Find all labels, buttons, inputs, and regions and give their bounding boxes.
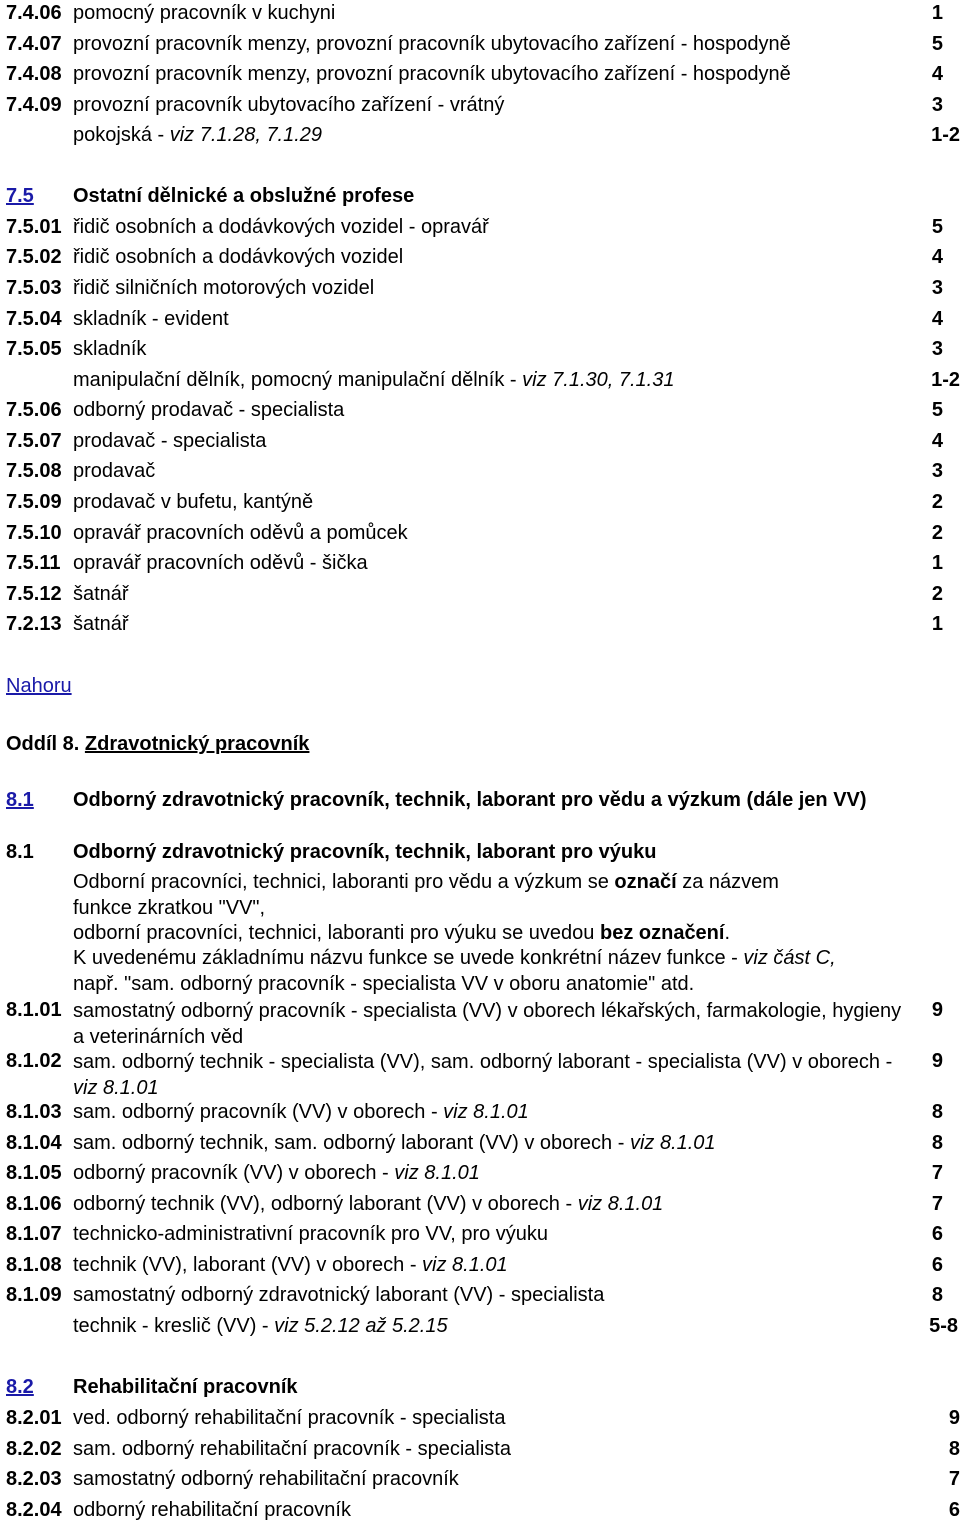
row-description: sam. odborný technik, sam. odborný laborant (VV) v oborech - viz 8.1.01 xyxy=(73,1132,716,1154)
row-description: ved. odborný rehabilitační pracovník - specialista xyxy=(73,1407,506,1429)
row-value: 3 xyxy=(931,338,943,360)
row-description: řidič osobních a dodávkových vozidel xyxy=(73,246,404,268)
row-description: odborný prodavač - specialista xyxy=(73,399,345,421)
section-title: Odborný zdravotnický pracovník, technik, laborant pro výuku xyxy=(73,841,657,863)
row-code: 7.5.02 xyxy=(6,246,62,268)
row-value: 6 xyxy=(948,1499,960,1521)
row-code: 7.5.04 xyxy=(6,308,62,330)
row-description: sam. odborný pracovník (VV) v oborech - viz 8.1.01 xyxy=(73,1101,529,1123)
section-link[interactable]: 8.2 xyxy=(6,1376,34,1398)
row-description: provozní pracovník menzy, provozní pracovník ubytovacího zařízení - hospodyně xyxy=(73,33,791,55)
row-description: řidič silničních motorových vozidel xyxy=(73,277,375,299)
row-description: odborný rehabilitační pracovník xyxy=(73,1499,351,1521)
cross-reference: viz 7.1.28, 7.1.29 xyxy=(169,124,323,146)
row-code: 8.1.06 xyxy=(6,1193,62,1215)
row-value: 7 xyxy=(931,1193,943,1215)
row-code: 8.1.03 xyxy=(6,1101,62,1123)
row-value: 1-2 xyxy=(931,369,960,391)
row-code: 8.1.07 xyxy=(6,1223,62,1245)
row-code: 7.4.07 xyxy=(6,33,62,55)
row-description: odborný technik (VV), odborný laborant (VV) v oborech - viz 8.1.01 xyxy=(73,1193,664,1215)
row-code: 7.5.05 xyxy=(6,338,62,360)
cross-reference: viz 8.1.01 xyxy=(443,1101,529,1123)
row-value: 8 xyxy=(931,1132,943,1154)
row-code: 7.5.03 xyxy=(6,277,62,299)
row-code: 8.1.09 xyxy=(6,1284,62,1306)
row-code: 8.2.04 xyxy=(6,1499,62,1521)
row-value: 5 xyxy=(931,33,943,55)
section-link[interactable]: 8.1 xyxy=(6,789,34,811)
row-value: 2 xyxy=(931,522,943,544)
section-code: 8.1 xyxy=(6,841,34,863)
row-value: 4 xyxy=(931,308,943,330)
row-code: 8.2.01 xyxy=(6,1407,62,1429)
row-description: samostatný odborný zdravotnický laborant (VV) - specialista xyxy=(73,1284,605,1306)
row-code: 8.2.02 xyxy=(6,1438,62,1460)
row-value: 4 xyxy=(931,430,943,452)
row-value: 6 xyxy=(931,1223,943,1245)
row-value: 5 xyxy=(931,399,943,421)
row-description: skladník - evident xyxy=(73,308,229,330)
row-code: 7.5.09 xyxy=(6,491,62,513)
row-description: provozní pracovník ubytovacího zařízení - vrátný xyxy=(73,94,505,116)
row-value: 7 xyxy=(948,1468,960,1490)
cross-reference: viz 8.1.01 xyxy=(629,1132,716,1154)
reference-text: technik - kreslič (VV) - viz 5.2.12 až 5.2.15 xyxy=(73,1315,448,1337)
row-value: 1 xyxy=(931,2,943,24)
row-code: 7.5.10 xyxy=(6,522,62,544)
back-to-top xyxy=(6,674,960,698)
row-code: 7.2.13 xyxy=(6,613,62,635)
row-description: řidič osobních a dodávkových vozidel - opravář xyxy=(73,216,489,238)
nahoru-link[interactable]: Nahoru xyxy=(6,675,72,697)
row-code: 8.1.02 xyxy=(6,1050,62,1072)
row-value: 8 xyxy=(948,1438,960,1460)
row-code: 7.5.08 xyxy=(6,460,62,482)
row-description: odborný pracovník (VV) v oborech - viz 8.1.01 xyxy=(73,1162,480,1184)
reference-text: manipulační dělník, pomocný manipulační dělník - viz 7.1.30, 7.1.31 xyxy=(73,369,675,391)
row-description: skladník xyxy=(73,338,147,360)
row-description: samostatný odborný rehabilitační pracovník xyxy=(73,1468,459,1490)
row-code: 8.1.01 xyxy=(6,999,62,1021)
row-description: pomocný pracovník v kuchyni xyxy=(73,2,336,24)
row-value: 2 xyxy=(931,491,943,513)
reference-text: pokojská - viz 7.1.28, 7.1.29 xyxy=(73,124,323,146)
row-value: 8 xyxy=(931,1101,943,1123)
row-code: 7.5.01 xyxy=(6,216,62,238)
row-value: 9 xyxy=(931,999,943,1021)
row-code: 8.1.08 xyxy=(6,1254,62,1276)
page-title xyxy=(6,732,960,756)
row-value: 1-2 xyxy=(931,124,960,146)
row-code: 7.5.06 xyxy=(6,399,62,421)
section-title: Rehabilitační pracovník xyxy=(73,1376,298,1398)
oddil-prefix: Oddíl 8. xyxy=(6,733,85,755)
row-code: 8.1.05 xyxy=(6,1162,62,1184)
row-description: opravář pracovních oděvů a pomůcek xyxy=(73,522,408,544)
row-value: 5 xyxy=(931,216,943,238)
row-value: 3 xyxy=(931,460,943,482)
row-value: 9 xyxy=(931,1050,943,1072)
row-value: 2 xyxy=(931,583,943,605)
section-title: Ostatní dělnické a obslužné profese xyxy=(73,185,415,207)
row-code: 7.4.06 xyxy=(6,2,62,24)
row-description: sam. odborný rehabilitační pracovník - specialista xyxy=(73,1438,511,1460)
row-code: 7.5.07 xyxy=(6,430,62,452)
cross-reference: viz 7.1.30, 7.1.31 xyxy=(522,369,675,391)
row-value: 7 xyxy=(931,1162,943,1184)
cross-reference: viz 8.1.01 xyxy=(422,1254,508,1276)
row-description: šatnář xyxy=(73,583,129,605)
row-description: prodavač v bufetu, kantýně xyxy=(73,491,314,513)
row-description: prodavač xyxy=(73,460,156,482)
cross-reference: viz 8.1.01 xyxy=(394,1162,480,1184)
row-value: 4 xyxy=(931,63,943,85)
row-description: prodavač - specialista xyxy=(73,430,267,452)
row-description: technik (VV), laborant (VV) v oborech - viz 8.1.01 xyxy=(73,1254,508,1276)
row-value: 6 xyxy=(931,1254,943,1276)
cross-reference: viz 8.1.01 xyxy=(73,1077,159,1099)
row-description: sam. odborný technik - specialista (VV), sam. odborný laborant - specialista (VV) v oborech - viz 8.1.01 xyxy=(73,1051,893,1099)
row-description: šatnář xyxy=(73,613,129,635)
row-value: 3 xyxy=(931,94,943,116)
section-title: Odborný zdravotnický pracovník, technik, laborant pro vědu a výzkum (dále jen VV) xyxy=(73,789,867,811)
row-code: 7.4.08 xyxy=(6,63,62,85)
oddil-title: Zdravotnický pracovník xyxy=(84,733,310,755)
row-value: 4 xyxy=(931,246,943,268)
cross-reference: viz 5.2.12 až 5.2.15 xyxy=(274,1315,448,1337)
row-value: 1 xyxy=(931,552,943,574)
row-description: provozní pracovník menzy, provozní pracovník ubytovacího zařízení - hospodyně xyxy=(73,63,791,85)
row-code: 7.5.11 xyxy=(6,552,61,574)
row-code: 8.2.03 xyxy=(6,1468,62,1490)
row-description: technicko-administrativní pracovník pro VV, pro výuku xyxy=(73,1223,549,1245)
row-code: 8.1.04 xyxy=(6,1132,62,1154)
section-link[interactable]: 7.5 xyxy=(6,185,34,207)
row-code: 7.4.09 xyxy=(6,94,62,116)
cross-reference: viz 8.1.01 xyxy=(577,1193,664,1215)
row-value: 1 xyxy=(931,613,943,635)
row-value: 3 xyxy=(931,277,943,299)
row-description: opravář pracovních oděvů - šička xyxy=(73,552,368,574)
row-code: 7.5.12 xyxy=(6,583,62,605)
row-value: 5-8 xyxy=(929,1315,958,1337)
row-description: samostatný odborný pracovník - specialista (VV) v oborech lékařských, farmakologie, hygieny a veterinárních věd xyxy=(73,1000,902,1048)
row-value: 8 xyxy=(931,1284,943,1306)
row-value: 9 xyxy=(948,1407,960,1429)
